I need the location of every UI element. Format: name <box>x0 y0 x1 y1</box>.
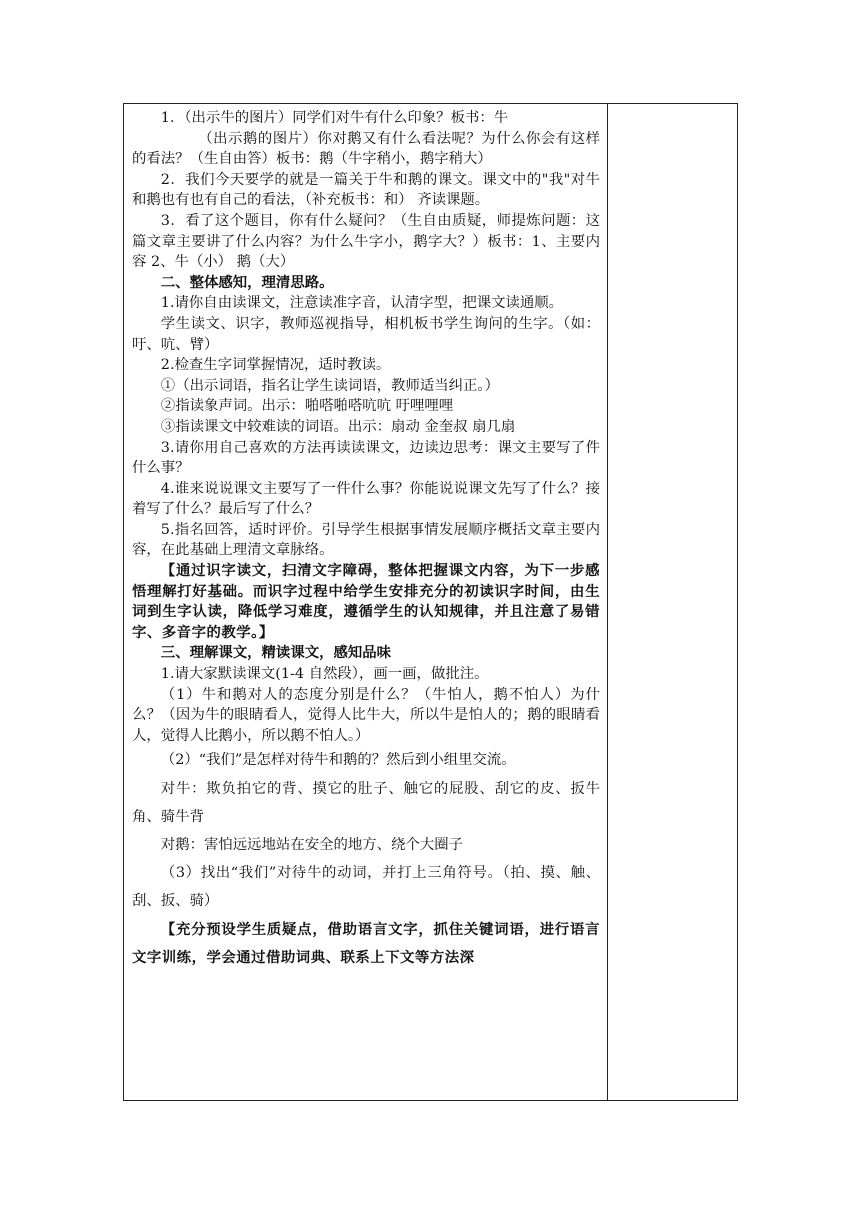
section-3-question-2: （2）“我们”是怎样对待牛和鹅的？然后到小组里交流。 <box>160 752 516 769</box>
step-3-text: 3．看了这个题目，你有什么疑问？（生自由质疑，师提炼问题：这篇文章主要讲了什么内容？为什么牛字小，鹅字大？）板书：1、主要内容 2、牛（小） 鹅（大） <box>132 212 600 271</box>
design-note-2: 【充分预设学生质疑点，借助语言文字，抓住关键词语，进行语言文字训练，学会通过借助词典、联系上下文等方法深 <box>132 920 600 966</box>
treat-goose-text: 对鹅：害怕远远地站在安全的地方、绕个大圈子 <box>160 837 464 854</box>
section-2-step-4: 4.谁来说说课文主要写了一件什么事？你能说说课文先写了什么？接着写了什么？最后写了什么？ <box>132 480 600 518</box>
step-1-continued-text: （出示鹅的图片）你对鹅又有什么看法呢？为什么你会有这样的看法？（生自由答）板书：鹅（牛字稍小，鹅字稍大） <box>132 130 600 168</box>
section-2-step-5: 5.指名回答，适时评价。引导学生根据事情发展顺序概括文章主要内容，在此基础上理清文章脉络。 <box>132 521 600 559</box>
section-3-question-1: （1）牛和鹅对人的态度分别是什么？（牛怕人，鹅不怕人）为什么？（因为牛的眼睛看人，觉得人比牛大，所以牛是怕人的；鹅的眼睛看人，觉得人比鹅小，所以鹅不怕人。） <box>132 686 600 744</box>
section-2-step-2-a: ①（出示词语，指名让学生读词语，教师适当纠正。） <box>160 377 499 394</box>
section-2-step-2-b: ②指读象声词。出示：啪嗒啪嗒吭吭 吁哩哩哩 <box>160 398 454 415</box>
lesson-content-cell <box>132 108 600 972</box>
section-3-step-1: 1.请大家默读课文(1-4 自然段），画一画，做批注。 <box>160 666 489 683</box>
section-2-heading: 二、整体感知，理清思路。 <box>160 273 334 291</box>
design-note-1: 【通过识字读文，扫清文字障碍，整体把握课文内容，为下一步感悟理解打好基础。而识字过程中给学生安排充分的初读识字时间，由生词到生字认读，降低学习难度，遵循学生的认知规律，并且注意了易错字、多音字的教学。】 <box>132 562 600 641</box>
section-3-heading: 三、理解课文，精读课文，感知品味 <box>160 644 392 662</box>
lesson-plan-table <box>123 103 738 1101</box>
section-2-step-2: 2.检查生字词掌握情况，适时教读。 <box>160 357 391 374</box>
step-1-text: 1．（出示牛的图片）同学们对牛有什么印象？板书：牛 <box>160 110 509 126</box>
section-2-step-2-c: ③指读课文中较难读的词语。出示：扇动 金奎叔 扇几扇 <box>160 418 516 435</box>
step-2-text: 2．我们今天要学的就是一篇关于牛和鹅的课文。课文中的"我"对牛和鹅也有也有自己的看法，（补充板书：和） 齐读课题。 <box>132 171 600 209</box>
section-3-question-3: （3）找出“我们”对待牛的动词，并打上三角符号。（拍、摸、触、刮、扳、骑） <box>132 865 600 910</box>
section-2-step-1: 1.请你自由读课文，注意读准字音，认清字型，把课文读通顺。 <box>160 295 564 312</box>
treat-cow-text: 对牛：欺负拍它的背、摸它的肚子、触它的屁股、刮它的皮、扳牛角、骑牛背 <box>132 780 600 825</box>
section-2-step-3: 3.请你用自己喜欢的方法再读读课文，边读边思考：课文主要写了件什么事？ <box>132 439 600 477</box>
section-2-student-reading: 学生读文、识字，教师巡视指导，相机板书学生询问的生字。（如：吁、吭、臂） <box>132 315 600 353</box>
notes-cell <box>608 104 737 1100</box>
